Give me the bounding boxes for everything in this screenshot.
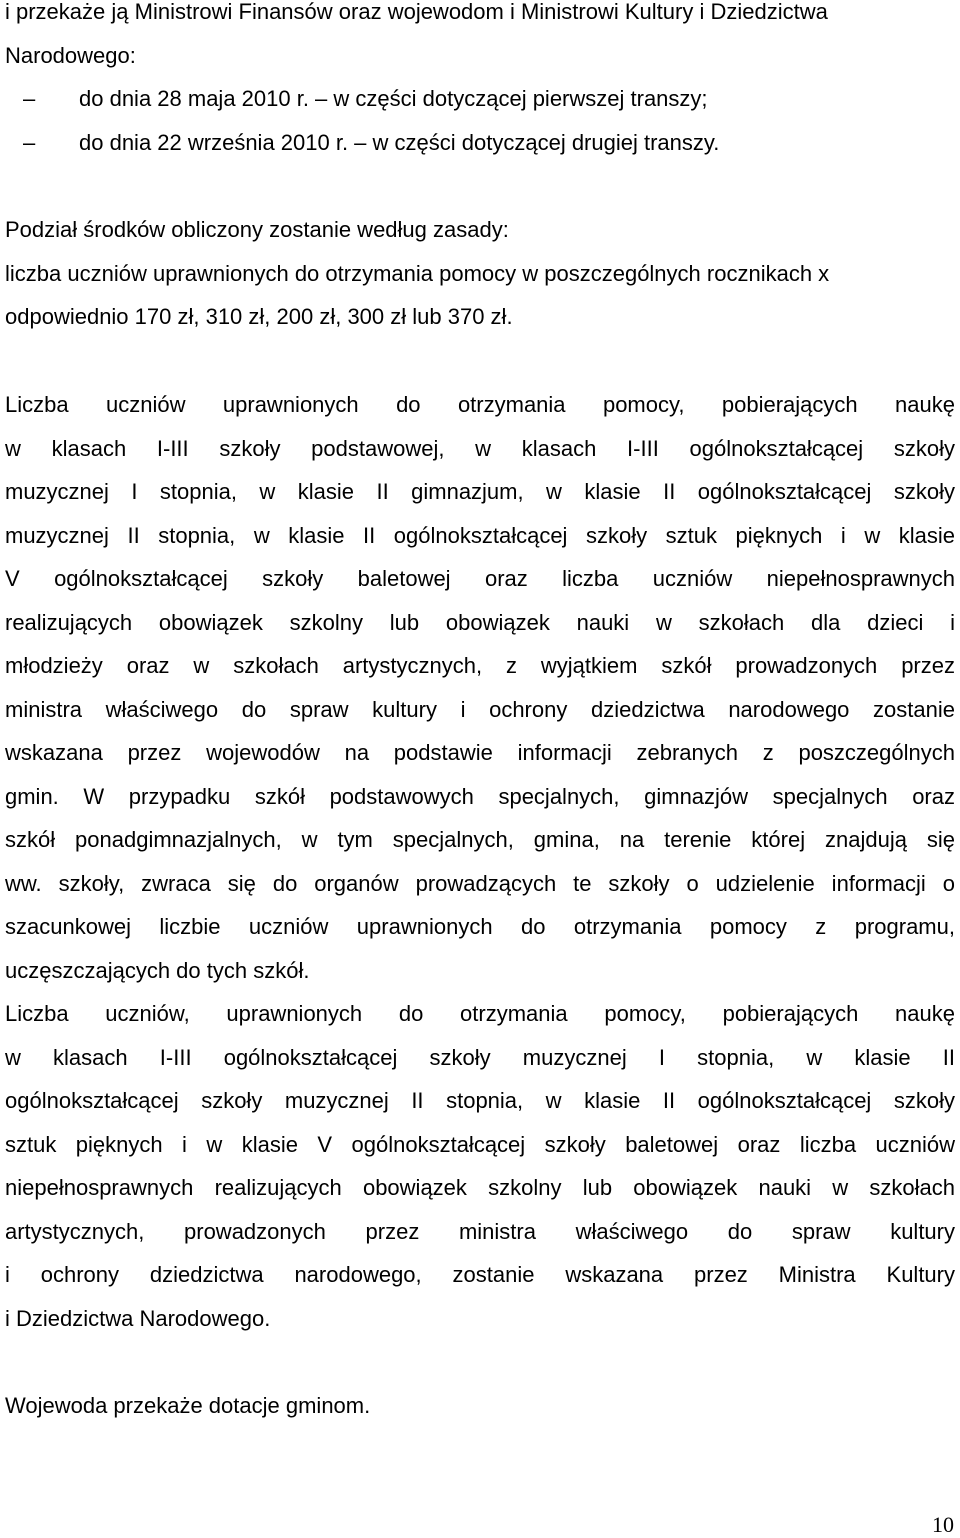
deadlines-list <box>5 77 955 164</box>
intro-line: i przekaże ją Ministrowi Finansów oraz wojewodom i Ministrowi Kultury i Dziedzictwa <box>5 0 828 24</box>
allocation-rule <box>5 208 955 339</box>
paragraph-line: ogólnokształcącej szkoły muzycznej II stopnia, w klasie II ogólnokształcącej szkoły <box>5 1088 955 1113</box>
paragraph-line: realizujących obowiązek szkolny lub obowiązek nauki w szkołach dla dzieci i <box>5 609 955 635</box>
paragraph-line: muzycznej II stopnia, w klasie II ogólnokształcącej szkoły sztuk pięknych i w klasie <box>5 522 955 548</box>
paragraph-line: ww. szkoły, zwraca się do organów prowadzących te szkoły o udzielenie informacji o <box>5 870 955 896</box>
page-number: 10 <box>932 1512 954 1537</box>
allocation-line: odpowiednio 170 zł, 310 zł, 200 zł, 300 zł lub 370 zł. <box>5 304 513 329</box>
allocation-line: liczba uczniów uprawnionych do otrzymania pomocy w poszczególnych rocznikach x <box>5 260 830 286</box>
list-item <box>5 121 955 165</box>
paragraph-line: gmin. W przypadku szkół podstawowych specjalnych, gimnazjów specjalnych oraz <box>5 783 955 809</box>
paragraph-line: szkół ponadgimnazjalnych, w tym specjalnych, gmina, na terenie której znajdują się <box>5 827 955 852</box>
list-item-text: do dnia 22 września 2010 r. – w części dotyczącej drugiej transzy. <box>79 129 720 155</box>
paragraph-line: muzycznej I stopnia, w klasie II gimnazjum, w klasie II ogólnokształcącej szkoły <box>5 479 955 504</box>
paragraph-minister <box>5 992 955 1340</box>
paragraph-voivode <box>5 383 955 992</box>
intro-text <box>5 0 955 77</box>
paragraph-line: młodzieży oraz w szkołach artystycznych, z wyjątkiem szkół prowadzonych przez <box>5 653 955 678</box>
intro-line: Narodowego: <box>5 42 136 68</box>
list-item-text: do dnia 28 maja 2010 r. – w części dotyczącej pierwszej transzy; <box>79 86 708 111</box>
paragraph-line: V ogólnokształcącej szkoły baletowej oraz liczba uczniów niepełnosprawnych <box>5 566 955 591</box>
closing-sentence <box>5 1384 955 1428</box>
paragraph-line: sztuk pięknych i w klasie V ogólnokształcącej szkoły baletowej oraz liczba uczniów <box>5 1131 955 1157</box>
dash-bullet: – <box>23 86 36 111</box>
paragraph-line: szacunkowej liczbie uczniów uprawnionych do otrzymania pomocy z programu, <box>5 914 955 939</box>
list-item <box>5 77 955 121</box>
allocation-line: Podział środków obliczony zostanie według zasady: <box>5 217 509 242</box>
paragraph-line: w klasach I-III szkoły podstawowej, w klasach I-III ogólnokształcącej szkoły <box>5 435 955 461</box>
paragraph-line: w klasach I-III ogólnokształcącej szkoły muzycznej I stopnia, w klasie II <box>5 1044 955 1070</box>
paragraph-line: i Dziedzictwa Narodowego. <box>5 1305 271 1331</box>
paragraph-line: wskazana przez wojewodów na podstawie informacji zebranych z poszczególnych <box>5 740 955 765</box>
dash-bullet: – <box>23 129 36 155</box>
paragraph-line: niepełnosprawnych realizujących obowiązek szkolny lub obowiązek nauki w szkołach <box>5 1175 955 1200</box>
paragraph-line: Liczba uczniów uprawnionych do otrzymania pomocy, pobierających naukę <box>5 392 955 417</box>
closing-line: Wojewoda przekaże dotacje gminom. <box>5 1393 371 1418</box>
paragraph-line: i ochrony dziedzictwa narodowego, zostanie wskazana przez Ministra Kultury <box>5 1262 955 1287</box>
paragraph-line: Liczba uczniów, uprawnionych do otrzymania pomocy, pobierających naukę <box>5 1001 955 1026</box>
paragraph-line: uczęszczających do tych szkół. <box>5 957 310 983</box>
paragraph-line: ministra właściwego do spraw kultury i ochrony dziedzictwa narodowego zostanie <box>5 696 955 722</box>
paragraph-line: artystycznych, prowadzonych przez ministra właściwego do spraw kultury <box>5 1218 955 1244</box>
